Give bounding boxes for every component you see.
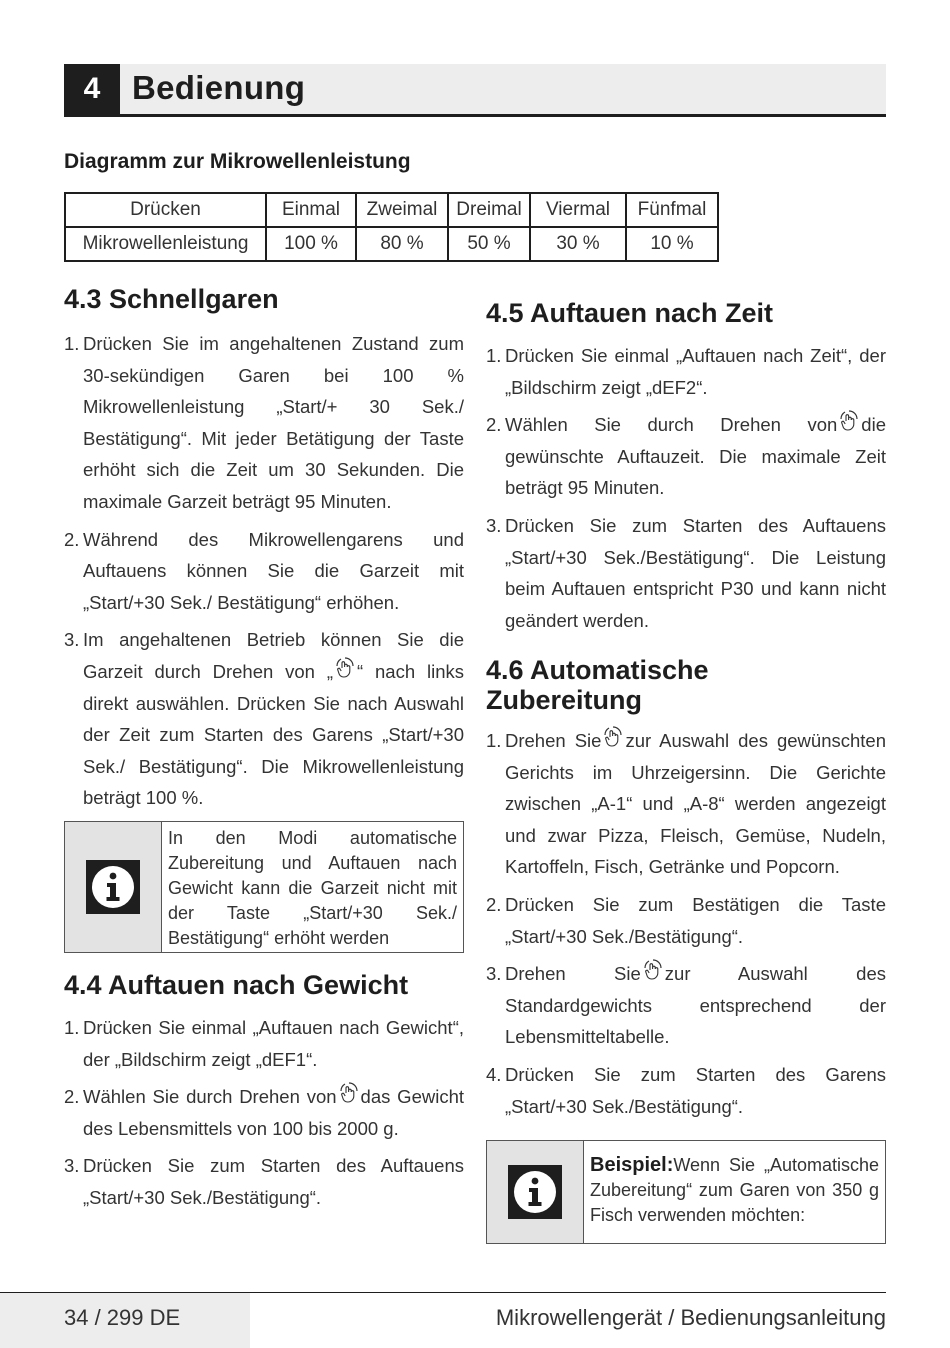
list-item	[64, 624, 464, 814]
diagram-title: Diagramm zur Mikrowellenleistung	[64, 150, 411, 173]
rotary-knob-icon	[643, 959, 663, 983]
step-text: Während des Mikrowellengarens und Auftauens können Sie die Garzeit mit „Start/+30 Sek./ Bestätigung“ erhöhen.	[83, 528, 464, 613]
step-text: Wählen Sie durch Drehen von	[505, 414, 838, 436]
list-item	[486, 889, 886, 952]
section-title: 4.6 Automatische Zubereitung	[486, 655, 709, 715]
step-text: Drücken Sie zum Starten des Auftauens „Start/+30 Sek./Bestätigung“.	[83, 1155, 464, 1208]
step-text: Drehen Sie	[505, 963, 641, 985]
chapter-title: Bedienung	[132, 69, 306, 106]
rotary-knob-icon	[335, 657, 355, 681]
list-item	[486, 958, 886, 1053]
list-item	[64, 1150, 464, 1213]
section-schnellgaren	[64, 284, 464, 820]
chapter-number: 4	[64, 64, 120, 114]
info-icon-cell	[487, 1141, 584, 1243]
step-text: zur Auswahl des Standardgewichts entsprechend der Lebensmitteltabelle.	[505, 963, 886, 1048]
step-text: die gewünschte Auftauzeit. Die maximale Zeit beträgt 95 Minuten.	[505, 414, 886, 499]
table-cell: Drücken	[65, 193, 266, 227]
list-item	[486, 1059, 886, 1122]
steps-list	[486, 725, 886, 1122]
power-table	[64, 192, 719, 262]
section-title: 4.5 Auftauen nach Zeit	[486, 298, 774, 328]
table-cell: 10 %	[626, 227, 718, 261]
step-number: 3.	[64, 1155, 80, 1177]
table-cell: Viermal	[530, 193, 626, 227]
note-text: In den Modi automatische Zubereitung und Auftauen nach Gewicht kann die Garzeit nicht mit der Taste „Start/+30 Sek./ Bestätigung“ erhöht werden	[168, 828, 457, 948]
list-item	[64, 524, 464, 619]
step-number: 3.	[64, 629, 80, 651]
table-cell: 100 %	[266, 227, 356, 261]
table-cell: Fünfmal	[626, 193, 718, 227]
step-number: 1.	[486, 345, 502, 366]
document-title: Mikrowellengerät / Bedienungsanleitung	[495, 1305, 886, 1330]
step-text: Im angehaltenen Betrieb können Sie die Garzeit durch Drehen von „	[83, 629, 464, 682]
step-text: “ nach links direkt auswählen. Drücken Sie nach Auswahl der Zeit zum Starten des Garens „Start/+30 Sek./ Bestätigung“. Die Mikrowellenleistung beträgt 100 %.	[83, 660, 464, 809]
step-number: 2.	[64, 1086, 80, 1108]
list-item	[486, 725, 886, 883]
step-number: 2.	[486, 414, 502, 436]
chapter-header	[64, 64, 886, 117]
rotary-knob-icon	[339, 1082, 359, 1106]
table-cell: Dreimal	[448, 193, 530, 227]
step-text: zur Auswahl des gewünschten Gerichts im Uhrzeigersinn. Die Gerichte zwischen „A-1“ und „A-8“ werden angezeigt und zwar Pizza, Fleisch, Gemüse, Nudeln, Kartoffeln, Fisch, Getränke und Popcorn.	[505, 730, 886, 878]
steps-list	[486, 340, 886, 636]
step-text: das Gewicht des Lebensmittels von 100 bis 2000 g.	[83, 1086, 465, 1139]
table-row	[65, 193, 718, 227]
table-cell: Einmal	[266, 193, 356, 227]
note-label: Beispiel:	[590, 1154, 674, 1176]
info-icon	[84, 858, 142, 916]
step-number: 1.	[64, 1017, 80, 1038]
table-cell: Zweimal	[356, 193, 448, 227]
list-item	[64, 1012, 464, 1075]
table-cell: 30 %	[530, 227, 626, 261]
info-icon-cell	[65, 822, 162, 952]
table-cell: 80 %	[356, 227, 448, 261]
step-text: Drücken Sie im angehaltenen Zustand zum 30-sekündigen Garen bei 100 % Mikrowellenleistung „Start/+ 30 Sek./ Bestätigung“. Mit jeder Betätigung der Taste erhöht sich die Zeit um 30 Sekunden. Die maximale Garzeit beträgt 95 Minuten.	[83, 333, 464, 512]
step-text: Drücken Sie zum Bestätigen die Taste „Start/+30 Sek./Bestätigung“.	[505, 893, 886, 947]
steps-list	[64, 1012, 464, 1214]
table-row	[65, 227, 718, 261]
section-title: 4.3 Schnellgaren	[64, 284, 279, 314]
list-item	[64, 328, 464, 518]
step-text: Drehen Sie	[505, 730, 602, 751]
page-number: 34 / 299 DE	[64, 1305, 181, 1330]
rotary-knob-icon	[839, 410, 859, 434]
list-item	[486, 510, 886, 636]
step-text: Drücken Sie zum Starten des Auftauens „Start/+30 Sek./Bestätigung“. Die Leistung beim Auftauen entspricht P30 und kann nicht geändert werden.	[505, 514, 886, 631]
step-text: Drücken Sie zum Starten des Garens „Start/+30 Sek./Bestätigung“.	[505, 1063, 886, 1117]
step-number: 2.	[64, 528, 80, 550]
section-auftauen-gewicht	[64, 970, 464, 1220]
table-cell: Mikrowellenleistung	[65, 227, 266, 261]
rotary-knob-icon	[603, 726, 623, 750]
step-number: 2.	[486, 893, 502, 915]
list-item	[486, 340, 886, 403]
info-note	[64, 821, 464, 953]
table-cell: 50 %	[448, 227, 530, 261]
list-item	[64, 1081, 464, 1144]
step-number: 1.	[64, 333, 80, 354]
step-number: 4.	[486, 1063, 502, 1085]
step-number: 1.	[486, 730, 502, 751]
step-number: 3.	[486, 963, 502, 985]
steps-list	[64, 328, 464, 814]
step-text: Wählen Sie durch Drehen von	[83, 1086, 337, 1108]
step-text: Drücken Sie einmal „Auftauen nach Gewicht“, der „Bildschirm zeigt „dEF1“.	[83, 1017, 464, 1070]
note-body: Wenn Sie „Automatische Zubereitung“ zum Garen von 350 g Fisch verwenden möchten:	[590, 1155, 879, 1225]
step-text: Drücken Sie einmal „Auftauen nach Zeit“, der „Bildschirm zeigt „dEF2“.	[505, 345, 886, 398]
section-automatische-zubereitung	[486, 655, 886, 1128]
example-note	[486, 1140, 886, 1244]
section-title: 4.4 Auftauen nach Gewicht	[64, 970, 409, 1000]
list-item	[486, 409, 886, 504]
section-auftauen-zeit	[486, 298, 886, 642]
info-icon	[506, 1163, 564, 1221]
step-number: 3.	[486, 514, 502, 536]
note-text	[584, 1141, 885, 1243]
